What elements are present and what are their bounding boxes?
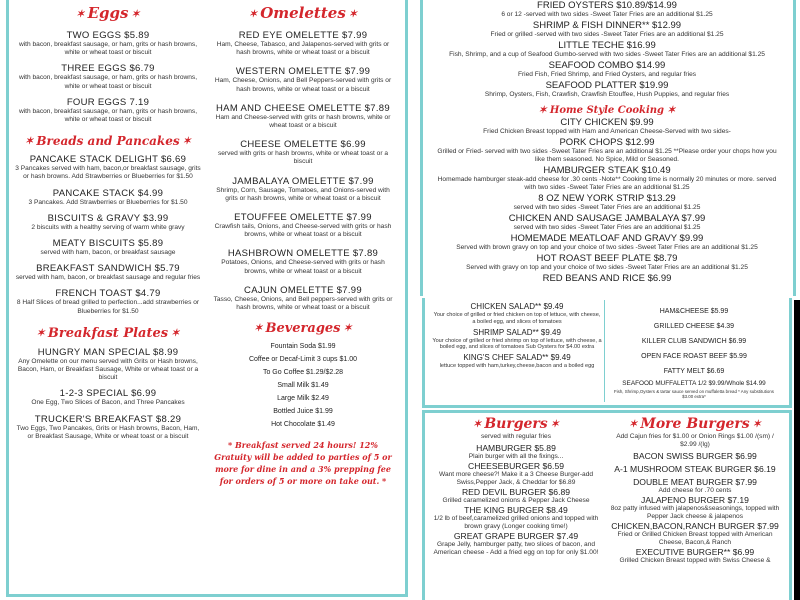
beverage-item: To Go Coffee $1.29/$2.28 — [262, 369, 344, 377]
sandwiches-column — [608, 304, 780, 399]
menu-item: FOUR EGGS 7.19 with bacon, breakfast sausage, or ham, grits or hash browns, white or wheat toast or biscuit — [18, 96, 198, 124]
menu-item: PANCAKE STACK $4.99 3 Pancakes. Add Strawberries or Blueberries for $1.50 — [28, 187, 188, 206]
omelettes-column — [210, 4, 396, 487]
omelettes-heading: ✶ Omelettes ✶ — [248, 4, 358, 22]
menu-item: MEATY BISCUITS $5.89 served with ham, bacon, or breakfast sausage — [40, 238, 176, 257]
beverage-item: Small Milk $1.49 — [277, 382, 329, 390]
eggs-heading: ✶ Eggs ✶ — [76, 4, 140, 22]
divider — [604, 300, 605, 402]
sides-note: Add Cajun fries for $1.00 or Onion Rings $1.00 /(sm) / $2.99 /(lg) — [616, 433, 774, 448]
menu-item: HOMEMADE MEATLOAF AND GRAVY $9.99 Served with brown gravy on top and your choice of two sides -Sweet Tater Fries are an additional $1.25 — [456, 233, 758, 251]
menu-item: PORK CHOPS $12.99 Grilled or Fried- served with two sides -Sweet Tater Fries are an additional $1.25 **Please order your chops how you like them seasoned. No Spice, Mild or Seasoned. — [437, 137, 777, 163]
salads-column — [432, 302, 602, 370]
menu-item: BREAKFAST SANDWICH $5.79 served with ham, bacon, or breakfast sausage and regular fries — [15, 263, 201, 282]
burgers-column — [430, 416, 602, 557]
menu-item: THREE EGGS $6.79 with bacon, breakfast sausage, or ham, grits or hash browns, white or wheat toast or biscuit — [18, 63, 198, 90]
menu-item: CHICKEN SALAD** $9.49 Your choice of grilled or fried chicken on top of lettuce, with cheese, a boiled egg, and slices of tomatoes — [433, 302, 601, 325]
menu-item: HASHBROWN OMELETTE $7.89 Potatoes, Onions, and Cheese-served with grits or hash browns, white or wheat toast or a biscuit — [221, 248, 385, 275]
menu-item: PANCAKE STACK DELIGHT $6.69 3 Pancakes served with ham, bacon,or breakfast sausage, grits or hash browns. Add Strawberries or Blueberries for $1.50 — [15, 154, 201, 181]
menu-item: JALAPENO BURGER $7.19 8oz patty infused with jalapenos&seasonings, topped with Pepper Jack cheese & jalapenos — [610, 495, 780, 520]
beverage-item: Coffee or Decaf-Limit 3 cups $1.00 — [248, 356, 358, 364]
menu-item: RED BEANS AND RICE $6.99 — [542, 273, 672, 284]
menu-item: FRIED OYSTERS $10.89/$14.99 6 or 12 -served with two sides -Sweet Tater Fries are an additional $1.25 — [501, 0, 713, 18]
menu-item: JAMBALAYA OMELETTE $7.99 Shrimp, Corn, Sausage, Tomatoes, and Onions-served with grits or hash browns, white or wheat toast or a biscuit — [216, 175, 390, 202]
menu-item: HOT ROAST BEEF PLATE $8.79 Served with gravy on top and your choice of two sides -Sweet Tater Fries are an additional $1.25 — [466, 253, 748, 271]
menu-item: KING'S CHEF SALAD** $9.49 lettuce topped with ham,turkey,cheese,bacon and a boiled egg — [439, 353, 595, 370]
sandwich-item: FATTY MELT $6.69 — [663, 368, 725, 375]
menu-item: HAM AND CHEESE OMELETTE $7.89 Ham and Cheese-served with grits or hash browns, white or wheat toast or a biscuit — [215, 102, 391, 130]
menu-item: CHEESE OMELETTE $6.99 served with grits or hash browns, white or wheat toast or a biscuit — [217, 139, 389, 166]
black-edge — [794, 300, 800, 600]
menu-item: FRENCH TOAST $4.79 8 Half Slices of bread grilled to perfection...add strawberries or Blueberries for $1.50 — [16, 288, 200, 315]
beverage-item: Bottled Juice $1.99 — [273, 408, 333, 416]
menu-item: SEAFOOD COMBO $14.99 Fried Fish, Fried Shrimp, and Fried Oysters, and regular fries — [517, 60, 697, 78]
salads-sandwiches-page — [422, 298, 792, 408]
menu-item: HAMBURGER STEAK $10.49 Homemade hamburger steak-add cheese for .30 cents -Note** Cooking time is normally 20 minutes or more. served with two sides -Sweet Tater Fries are an additional $1.25 — [437, 165, 777, 191]
menu-item: HAMBURGER $5.89 Plain burger with all the fixings... — [468, 443, 564, 460]
burgers-heading: ✶ Burgers ✶ — [472, 416, 560, 432]
menu-item: GREAT GRAPE BURGER $7.49 Grape Jelly, hamburger patty, two slices of bacon, and American cheese - Add a fried egg on top for only $1.00! — [433, 531, 599, 556]
beverage-item: Hot Chocolate $1.49 — [271, 421, 335, 429]
sandwich-item: KILLER CLUB SANDWICH $6.99 — [641, 338, 747, 345]
more-burgers-heading: ✶ More Burgers ✶ — [628, 416, 762, 432]
burgers-page — [422, 410, 792, 600]
muffaletta-note: Fish, Shrimp,Oysters & tartar sauce served on muffaletta bread * Any substitutions $3.00 extra* — [613, 389, 774, 399]
dinner-content — [432, 0, 782, 285]
menu-item: BISCUITS & GRAVY $3.99 2 biscuits with a healthy serving of warm white gravy — [31, 212, 185, 231]
menu-item: LITTLE TECHE $16.99 Fish, Shrimp, and a cup of Seafood Gumbo-served with two sides -Sweet Tater Fries are an additional $1.25 — [449, 40, 765, 58]
sandwich-item: SEAFOOD MUFFALETTA 1/2 $9.99/Whole $14.99 — [622, 380, 766, 387]
menu-item: SHRIMP SALAD** $9.49 Your choice of grilled or fried shrimp on top of lettuce, with cheese, a boiled egg, and slices of tomatoes Sub Oysters for $4.00 extra — [432, 327, 602, 351]
menu-item: DOUBLE MEAT BURGER $7.99 Add cheese for .70 cents — [633, 477, 757, 494]
menu-item: CHICKEN,BACON,RANCH BURGER $7.99 Fried or Grilled Chicken Breast topped with American Cheese, Bacon,& Ranch — [611, 521, 779, 546]
breads-pancakes-heading: ✶ Breads and Pancakes ✶ — [24, 134, 192, 149]
menu-item: RED EYE OMELETTE $7.99 Ham, Cheese, Tabasco, and Jalapenos-served with grits or hash browns, white or wheat toast or a biscuit — [216, 30, 390, 57]
gratuity-note: * Breakfast served 24 hours! 12% Gratuity will be added to parties of 5 or more for dine in and a 3% prepping fee for orders of 5 or more on take out. * — [214, 440, 392, 487]
more-burgers-column — [608, 416, 782, 565]
breakfast-plates-heading: ✶ Breakfast Plates ✶ — [36, 325, 180, 341]
menu-item: 8 OZ NEW YORK STRIP $13.29 served with two sides -Sweet Tater Fries are an additional $1.25 — [513, 193, 701, 211]
menu-item: THE KING BURGER $8.49 1/2 lb of beef,caramelized grilled onions and topped with brown gravy (Longer cooking time!) — [433, 505, 599, 530]
menu-item: SHRIMP & FISH DINNER** $12.99 Fried or grilled -served with two sides -Sweet Tater Fries are an additional $1.25 — [490, 20, 724, 38]
menu-item: 1-2-3 SPECIAL $6.99 One Egg, Two Slices of Bacon, and Three Pancakes — [31, 388, 185, 407]
menu-item: TRUCKER'S BREAKFAST $8.29 Two Eggs, Two Pancakes, Grits or Hash browns, Bacon, Ham, or Breakfast Sausage, White or wheat toast or a biscuit — [16, 413, 200, 440]
beverage-item: Fountain Soda $1.99 — [270, 343, 336, 351]
menu-item: TWO EGGS $5.89 with bacon, breakfast sausage, or ham, grits or hash browns, white or wheat toast or biscuit — [18, 30, 198, 57]
beverages-heading: ✶ Beverages ✶ — [254, 321, 352, 337]
menu-item: CHICKEN AND SAUSAGE JAMBALAYA $7.99 served with two sides -Sweet Tater Fries are an additional $1.25 — [508, 213, 706, 231]
beverage-item: Large Milk $2.49 — [277, 395, 329, 403]
menu-item: CHEESEBURGER $6.59 Want more cheese?! Make it a 3 Cheese Burger-add Swiss,Pepper Jack, & Cheddar for $6.89 — [438, 461, 594, 486]
burgers-subtitle: served with regular fries — [481, 433, 551, 440]
home-style-heading: ✶ Home Style Cooking ✶ — [538, 105, 676, 116]
menu-item: ETOUFFEE OMELETTE $7.99 Crawfish tails, Onions, and Cheese-served with grits or hash browns, white or wheat toast or a biscuit — [214, 212, 392, 239]
menu-item: CITY CHICKEN $9.99 Fried Chicken Breast topped with Ham and American Cheese-Served with two sides- — [483, 117, 731, 135]
menu-item: BACON SWISS BURGER $6.99 — [633, 451, 757, 461]
sandwich-item: HAM&CHEESE $5.99 — [659, 308, 729, 315]
menu-item: HUNGRY MAN SPECIAL $8.99 Any Omelette on our menu served with Grits or Hash browns, Bacon, Ham, or Breakfast Sausage, White or wheat toast or a biscuit — [17, 346, 199, 382]
menu-item: WESTERN OMELETTE $7.99 Ham, Cheese, Onions, and Bell Peppers-served with grits or hash browns, white or wheat toast or a biscuit — [214, 66, 392, 93]
sandwich-item: GRILLED CHEESE $4.39 — [653, 323, 735, 330]
dinner-menu-page — [418, 0, 800, 296]
sandwich-item: OPEN FACE ROAST BEEF $5.99 — [641, 353, 747, 360]
menu-item: EXECUTIVE BURGER** $6.99 Grilled Chicken Breast topped with Swiss Cheese & — [619, 547, 771, 564]
menu-item: A-1 MUSHROOM STEAK BURGER $6.19 — [614, 464, 776, 474]
menu-item: CAJUN OMELETTE $7.99 Tasso, Cheese, Onions, and Bell peppers-served with grits or hash browns, white or wheat toast or a biscuit — [213, 284, 393, 312]
menu-item: RED DEVIL BURGER $6.89 Grilled caramelized onions & Pepper Jack Cheese — [442, 487, 590, 504]
menu-item: SEAFOOD PLATTER $19.99 Shrimp, Oysters, Fish, Crawfish, Crawfish Etouffee, Hush Puppies, and regular fries — [484, 80, 730, 98]
breakfast-column — [14, 4, 202, 447]
